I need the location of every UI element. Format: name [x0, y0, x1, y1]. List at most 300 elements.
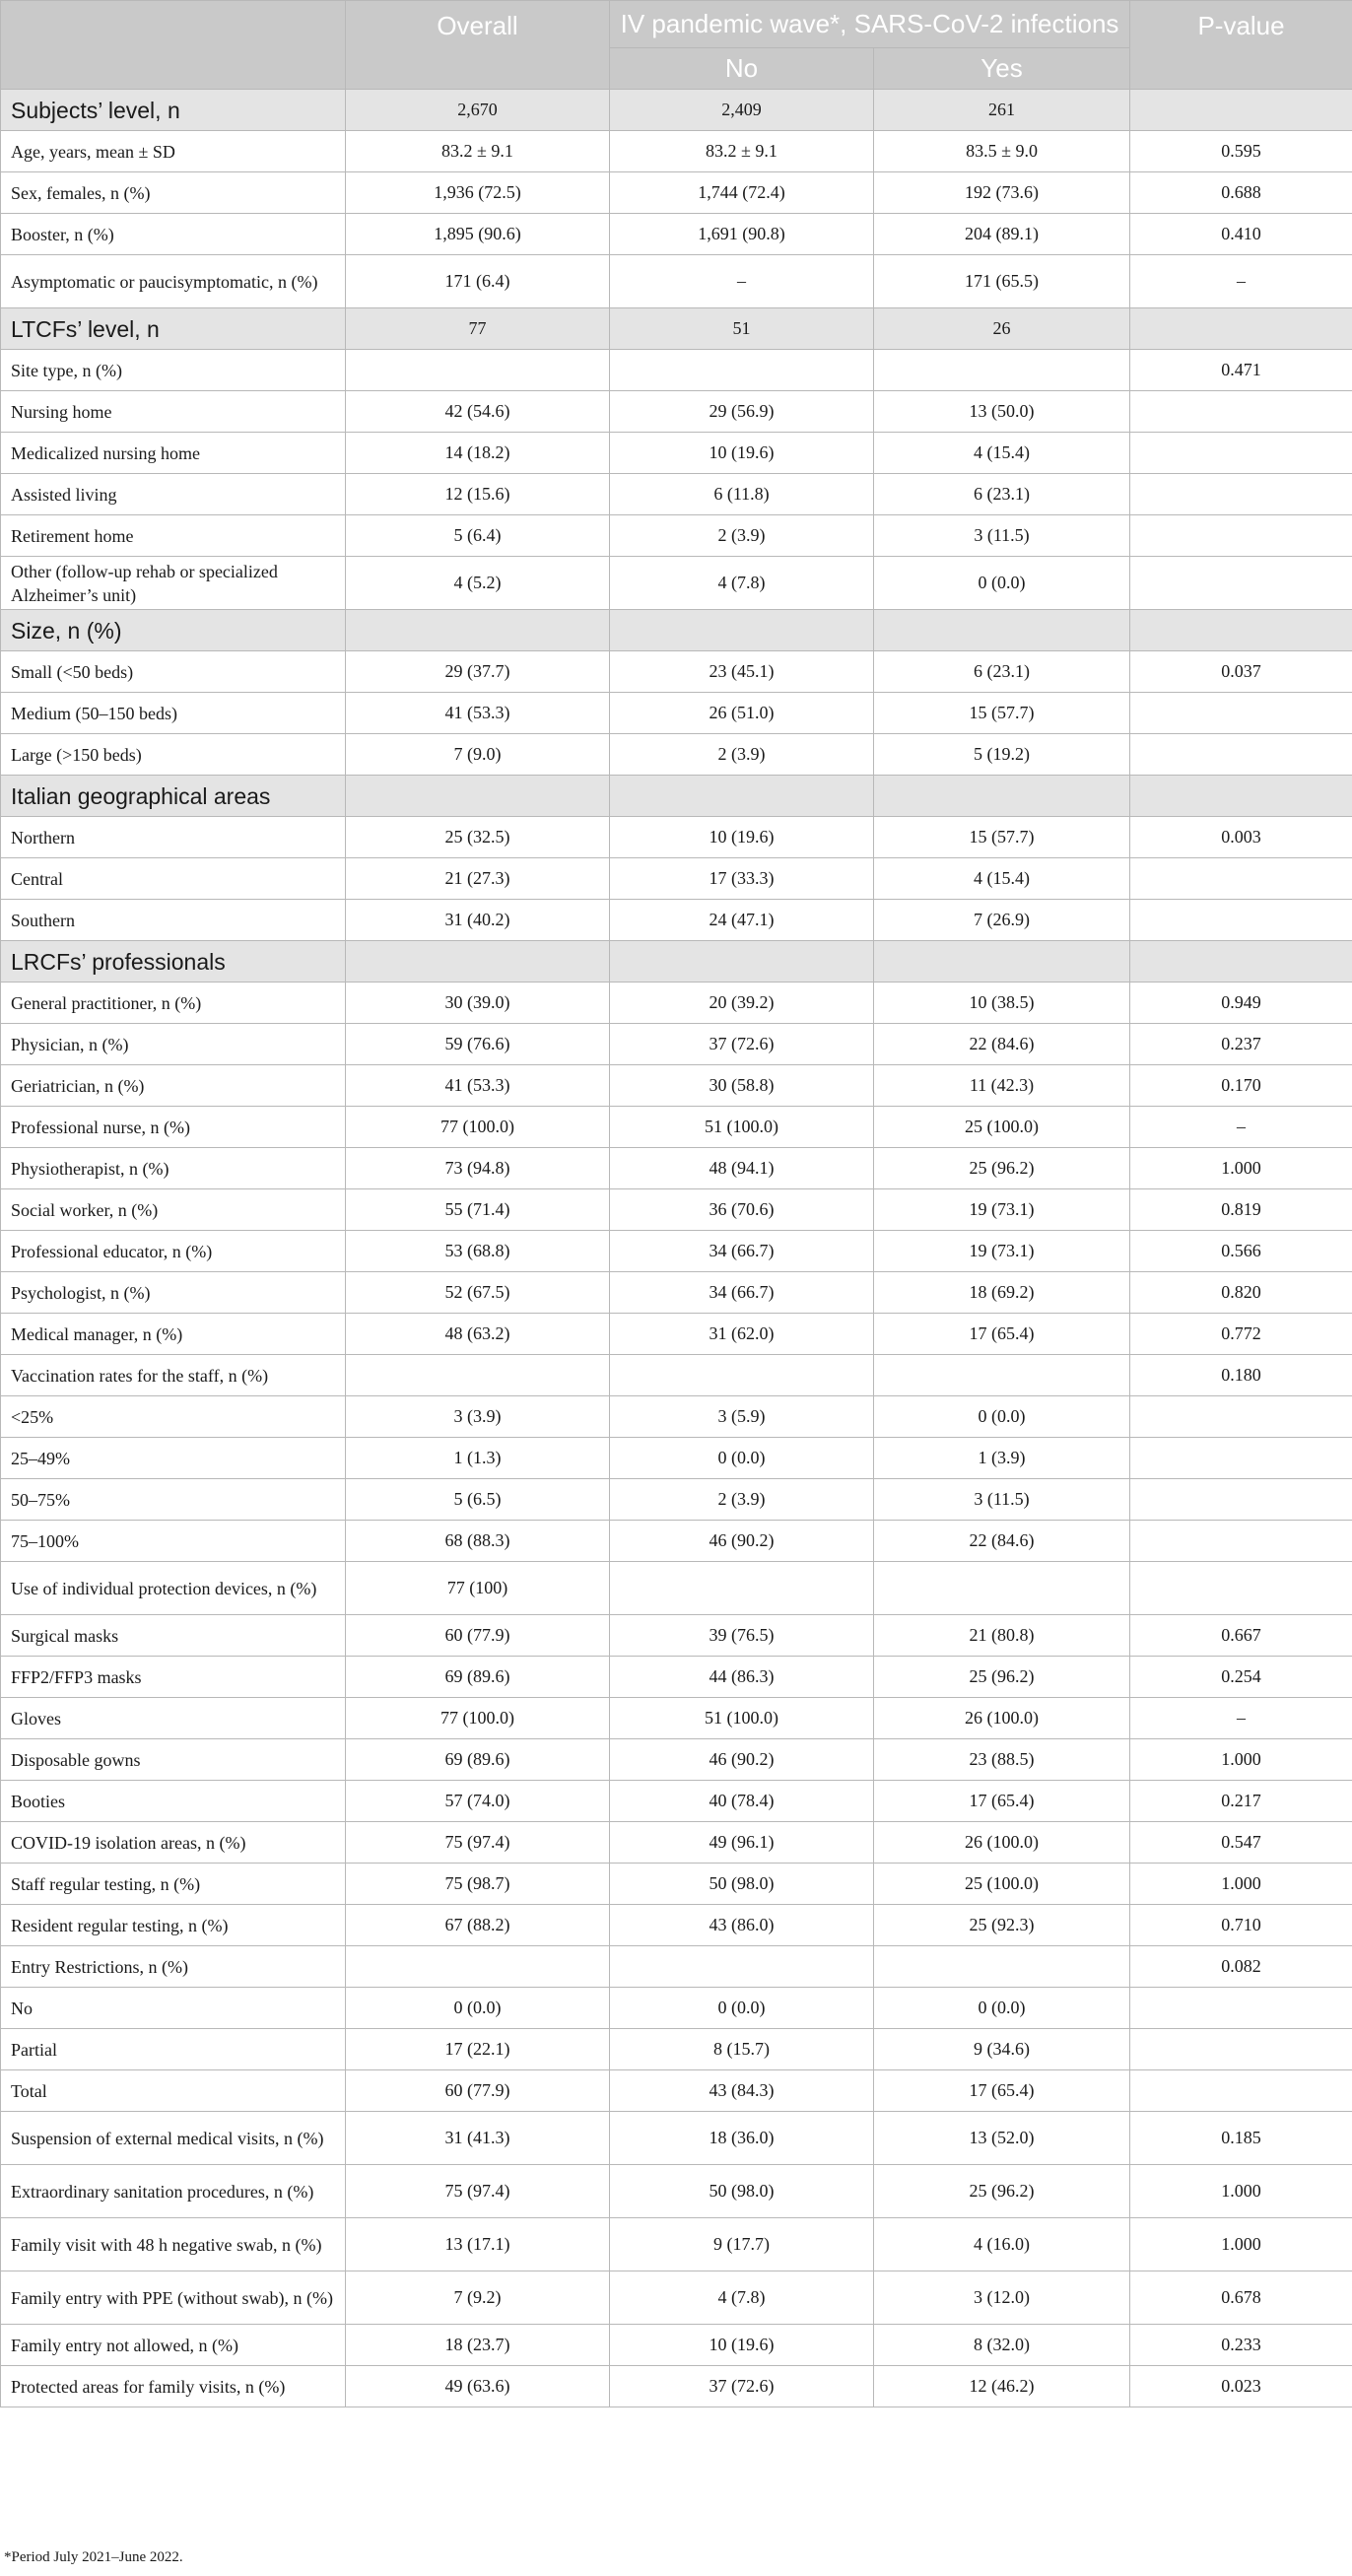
cell-overall: 17 (22.1)	[346, 2029, 610, 2070]
cell-yes: 13 (50.0)	[874, 391, 1130, 433]
cell-pvalue	[1130, 1438, 1352, 1479]
cell-pvalue	[1130, 941, 1352, 983]
cell-pvalue: 0.254	[1130, 1657, 1352, 1698]
table-row	[1, 1189, 1352, 1231]
cell-no	[610, 1562, 874, 1615]
cell-yes: 4 (15.4)	[874, 433, 1130, 474]
cell-yes	[874, 1355, 1130, 1396]
row-label: Protected areas for family visits, n (%)	[1, 2366, 346, 2407]
cell-yes: 0 (0.0)	[874, 1988, 1130, 2029]
row-label: Entry Restrictions, n (%)	[1, 1946, 346, 1988]
cell-no	[610, 941, 874, 983]
cell-yes: 4 (15.4)	[874, 858, 1130, 900]
row-label: Booster, n (%)	[1, 214, 346, 255]
cell-pvalue: 1.000	[1130, 1739, 1352, 1781]
row-label: LTCFs’ level, n	[1, 308, 346, 350]
cell-overall: 60 (77.9)	[346, 2070, 610, 2112]
cell-no: 0 (0.0)	[610, 1438, 874, 1479]
cell-pvalue: 0.547	[1130, 1822, 1352, 1864]
cell-overall: 29 (37.7)	[346, 651, 610, 693]
cell-yes: 19 (73.1)	[874, 1189, 1130, 1231]
row-label: Subjects’ level, n	[1, 90, 346, 131]
cell-no: 23 (45.1)	[610, 651, 874, 693]
table-row	[1, 214, 1352, 255]
cell-pvalue: 0.185	[1130, 2112, 1352, 2165]
cell-overall: 1,936 (72.5)	[346, 172, 610, 214]
cell-overall: 4 (5.2)	[346, 557, 610, 610]
cell-yes	[874, 350, 1130, 391]
table-row	[1, 2070, 1352, 2112]
cell-pvalue	[1130, 1521, 1352, 1562]
cell-no: 26 (51.0)	[610, 693, 874, 734]
cell-pvalue: –	[1130, 255, 1352, 308]
cell-yes: 25 (92.3)	[874, 1905, 1130, 1946]
cell-overall: 13 (17.1)	[346, 2218, 610, 2271]
cell-pvalue: 0.037	[1130, 651, 1352, 693]
cell-no: 31 (62.0)	[610, 1314, 874, 1355]
cell-yes: 26	[874, 308, 1130, 350]
cell-pvalue: 0.023	[1130, 2366, 1352, 2407]
row-label: Vaccination rates for the staff, n (%)	[1, 1355, 346, 1396]
cell-yes: 5 (19.2)	[874, 734, 1130, 776]
table-row	[1, 2112, 1352, 2165]
row-label: 25–49%	[1, 1438, 346, 1479]
table-row	[1, 651, 1352, 693]
cell-no: –	[610, 255, 874, 308]
cell-no: 10 (19.6)	[610, 2325, 874, 2366]
row-label: 50–75%	[1, 1479, 346, 1521]
cell-pvalue: 0.595	[1130, 131, 1352, 172]
cell-no: 2,409	[610, 90, 874, 131]
cell-no: 1,744 (72.4)	[610, 172, 874, 214]
cell-yes: 1 (3.9)	[874, 1438, 1130, 1479]
cell-yes: 0 (0.0)	[874, 1396, 1130, 1438]
cell-pvalue	[1130, 433, 1352, 474]
cell-yes: 22 (84.6)	[874, 1024, 1130, 1065]
table-row	[1, 1438, 1352, 1479]
cell-overall: 83.2 ± 9.1	[346, 131, 610, 172]
cell-yes: 22 (84.6)	[874, 1521, 1130, 1562]
table-row	[1, 1272, 1352, 1314]
cell-pvalue: 0.180	[1130, 1355, 1352, 1396]
cell-pvalue	[1130, 610, 1352, 651]
cell-overall: 53 (68.8)	[346, 1231, 610, 1272]
cell-pvalue	[1130, 2070, 1352, 2112]
cell-pvalue: 1.000	[1130, 2165, 1352, 2218]
cell-yes: 17 (65.4)	[874, 1314, 1130, 1355]
row-label: Social worker, n (%)	[1, 1189, 346, 1231]
cell-yes: 192 (73.6)	[874, 172, 1130, 214]
cell-overall: 25 (32.5)	[346, 817, 610, 858]
cell-overall: 1,895 (90.6)	[346, 214, 610, 255]
cell-pvalue	[1130, 693, 1352, 734]
cell-no: 51 (100.0)	[610, 1107, 874, 1148]
cell-no: 4 (7.8)	[610, 2271, 874, 2325]
cell-overall: 5 (6.4)	[346, 515, 610, 557]
table-row	[1, 2366, 1352, 2407]
row-label: Use of individual protection devices, n (%)	[1, 1562, 346, 1615]
cell-no: 2 (3.9)	[610, 515, 874, 557]
cell-no: 83.2 ± 9.1	[610, 131, 874, 172]
table-row	[1, 1698, 1352, 1739]
cell-overall: 30 (39.0)	[346, 983, 610, 1024]
cell-overall: 77 (100)	[346, 1562, 610, 1615]
cell-overall: 52 (67.5)	[346, 1272, 610, 1314]
row-label: Italian geographical areas	[1, 776, 346, 817]
cell-no	[610, 1355, 874, 1396]
table-row	[1, 172, 1352, 214]
cell-overall: 77	[346, 308, 610, 350]
row-label: Professional educator, n (%)	[1, 1231, 346, 1272]
cell-overall: 41 (53.3)	[346, 693, 610, 734]
cell-overall: 14 (18.2)	[346, 433, 610, 474]
cell-pvalue	[1130, 1562, 1352, 1615]
cell-overall: 60 (77.9)	[346, 1615, 610, 1657]
row-label: Site type, n (%)	[1, 350, 346, 391]
cell-yes: 8 (32.0)	[874, 2325, 1130, 2366]
row-label: 75–100%	[1, 1521, 346, 1562]
table-row	[1, 983, 1352, 1024]
cell-no: 51 (100.0)	[610, 1698, 874, 1739]
cell-overall: 3 (3.9)	[346, 1396, 610, 1438]
table-row	[1, 1739, 1352, 1781]
cell-overall: 68 (88.3)	[346, 1521, 610, 1562]
cell-no: 10 (19.6)	[610, 817, 874, 858]
cell-no: 37 (72.6)	[610, 1024, 874, 1065]
cell-pvalue: 0.233	[1130, 2325, 1352, 2366]
cell-overall: 42 (54.6)	[346, 391, 610, 433]
table-row	[1, 255, 1352, 308]
section-row	[1, 308, 1352, 350]
table-row	[1, 350, 1352, 391]
cell-no	[610, 1946, 874, 1988]
cell-overall: 75 (97.4)	[346, 2165, 610, 2218]
row-label: Suspension of external medical visits, n (%)	[1, 2112, 346, 2165]
row-label: Disposable gowns	[1, 1739, 346, 1781]
cell-overall	[346, 350, 610, 391]
header-blank-cell	[1, 1, 346, 90]
cell-pvalue: 0.688	[1130, 172, 1352, 214]
row-label: Physician, n (%)	[1, 1024, 346, 1065]
row-label: Family entry with PPE (without swab), n (%)	[1, 2271, 346, 2325]
header-wave: IV pandemic wave*, SARS-CoV-2 infections	[610, 1, 1130, 48]
row-label: Medical manager, n (%)	[1, 1314, 346, 1355]
table-row	[1, 1396, 1352, 1438]
table-row	[1, 1657, 1352, 1698]
cell-no: 50 (98.0)	[610, 2165, 874, 2218]
cell-pvalue	[1130, 858, 1352, 900]
cell-no: 48 (94.1)	[610, 1148, 874, 1189]
cell-no: 50 (98.0)	[610, 1864, 874, 1905]
cell-yes: 19 (73.1)	[874, 1231, 1130, 1272]
cell-pvalue: 0.819	[1130, 1189, 1352, 1231]
cell-yes: 6 (23.1)	[874, 651, 1130, 693]
cell-yes: 25 (96.2)	[874, 1657, 1130, 1698]
table-row	[1, 1355, 1352, 1396]
cell-no: 6 (11.8)	[610, 474, 874, 515]
cell-pvalue: –	[1130, 1698, 1352, 1739]
cell-overall: 69 (89.6)	[346, 1657, 610, 1698]
cell-overall: 5 (6.5)	[346, 1479, 610, 1521]
header-overall: Overall	[346, 1, 610, 90]
cell-yes: 9 (34.6)	[874, 2029, 1130, 2070]
row-label: Staff regular testing, n (%)	[1, 1864, 346, 1905]
row-label: Retirement home	[1, 515, 346, 557]
table-row	[1, 1024, 1352, 1065]
cell-no: 3 (5.9)	[610, 1396, 874, 1438]
cell-no: 34 (66.7)	[610, 1231, 874, 1272]
header-pvalue: P-value	[1130, 1, 1352, 90]
cell-overall	[346, 1355, 610, 1396]
cell-pvalue: 0.237	[1130, 1024, 1352, 1065]
cell-yes: 7 (26.9)	[874, 900, 1130, 941]
cell-yes	[874, 941, 1130, 983]
section-row	[1, 90, 1352, 131]
cell-no: 39 (76.5)	[610, 1615, 874, 1657]
cell-no: 49 (96.1)	[610, 1822, 874, 1864]
cell-yes: 171 (65.5)	[874, 255, 1130, 308]
cell-yes: 11 (42.3)	[874, 1065, 1130, 1107]
cell-pvalue: 0.566	[1130, 1231, 1352, 1272]
cell-yes: 6 (23.1)	[874, 474, 1130, 515]
row-label: Resident regular testing, n (%)	[1, 1905, 346, 1946]
table-row	[1, 2029, 1352, 2070]
cell-no: 18 (36.0)	[610, 2112, 874, 2165]
cell-pvalue: 0.949	[1130, 983, 1352, 1024]
cell-pvalue	[1130, 90, 1352, 131]
cell-yes: 25 (96.2)	[874, 1148, 1130, 1189]
row-label: Nursing home	[1, 391, 346, 433]
cell-pvalue: 0.710	[1130, 1905, 1352, 1946]
row-label: Medium (50–150 beds)	[1, 693, 346, 734]
cell-no: 24 (47.1)	[610, 900, 874, 941]
row-label: Gloves	[1, 1698, 346, 1739]
cell-no: 44 (86.3)	[610, 1657, 874, 1698]
cell-yes	[874, 610, 1130, 651]
table-row	[1, 1615, 1352, 1657]
cell-no: 0 (0.0)	[610, 1988, 874, 2029]
row-label: COVID-19 isolation areas, n (%)	[1, 1822, 346, 1864]
row-label: Southern	[1, 900, 346, 941]
table-row	[1, 2218, 1352, 2271]
cell-yes: 261	[874, 90, 1130, 131]
cell-no: 17 (33.3)	[610, 858, 874, 900]
cell-pvalue	[1130, 515, 1352, 557]
table-row	[1, 474, 1352, 515]
table-row	[1, 1946, 1352, 1988]
cell-pvalue: 0.082	[1130, 1946, 1352, 1988]
cell-overall	[346, 610, 610, 651]
cell-yes	[874, 776, 1130, 817]
table-row	[1, 817, 1352, 858]
cell-overall: 7 (9.2)	[346, 2271, 610, 2325]
cell-pvalue: 0.003	[1130, 817, 1352, 858]
cell-no: 2 (3.9)	[610, 734, 874, 776]
table-row	[1, 1314, 1352, 1355]
row-label: Surgical masks	[1, 1615, 346, 1657]
cell-no	[610, 610, 874, 651]
cell-yes	[874, 1946, 1130, 1988]
cell-no: 2 (3.9)	[610, 1479, 874, 1521]
cell-pvalue	[1130, 308, 1352, 350]
cell-yes: 26 (100.0)	[874, 1698, 1130, 1739]
cell-no: 37 (72.6)	[610, 2366, 874, 2407]
cell-no	[610, 350, 874, 391]
cell-no: 46 (90.2)	[610, 1521, 874, 1562]
table-row	[1, 131, 1352, 172]
header-yes: Yes	[874, 48, 1130, 90]
cell-yes: 21 (80.8)	[874, 1615, 1130, 1657]
cell-yes: 17 (65.4)	[874, 2070, 1130, 2112]
table-row	[1, 1107, 1352, 1148]
row-label: Family entry not allowed, n (%)	[1, 2325, 346, 2366]
row-label: Sex, females, n (%)	[1, 172, 346, 214]
cell-yes: 0 (0.0)	[874, 557, 1130, 610]
table-row	[1, 2325, 1352, 2366]
cell-no	[610, 776, 874, 817]
cell-yes: 204 (89.1)	[874, 214, 1130, 255]
table-row	[1, 693, 1352, 734]
cell-no: 34 (66.7)	[610, 1272, 874, 1314]
table-row	[1, 900, 1352, 941]
cell-no: 30 (58.8)	[610, 1065, 874, 1107]
cell-yes: 3 (11.5)	[874, 1479, 1130, 1521]
table-row	[1, 734, 1352, 776]
cell-yes: 17 (65.4)	[874, 1781, 1130, 1822]
cell-overall: 77 (100.0)	[346, 1107, 610, 1148]
cell-no: 10 (19.6)	[610, 433, 874, 474]
cell-yes: 4 (16.0)	[874, 2218, 1130, 2271]
row-label: Northern	[1, 817, 346, 858]
table-row	[1, 858, 1352, 900]
row-label: Professional nurse, n (%)	[1, 1107, 346, 1148]
cell-no: 4 (7.8)	[610, 557, 874, 610]
row-label: Central	[1, 858, 346, 900]
cell-overall: 31 (41.3)	[346, 2112, 610, 2165]
table-body	[1, 90, 1352, 2407]
row-label: Other (follow-up rehab or specialized Alzheimer’s unit)	[1, 557, 346, 610]
table-row	[1, 433, 1352, 474]
cell-pvalue	[1130, 1396, 1352, 1438]
cell-overall: 171 (6.4)	[346, 255, 610, 308]
cell-no: 1,691 (90.8)	[610, 214, 874, 255]
row-label: Size, n (%)	[1, 610, 346, 651]
cell-pvalue	[1130, 776, 1352, 817]
cell-overall: 75 (98.7)	[346, 1864, 610, 1905]
cell-pvalue	[1130, 734, 1352, 776]
cell-yes: 13 (52.0)	[874, 2112, 1130, 2165]
row-label: Large (>150 beds)	[1, 734, 346, 776]
row-label: Small (<50 beds)	[1, 651, 346, 693]
cell-pvalue: 0.667	[1130, 1615, 1352, 1657]
cell-yes: 15 (57.7)	[874, 817, 1130, 858]
cell-yes: 15 (57.7)	[874, 693, 1130, 734]
table-row	[1, 1562, 1352, 1615]
row-label: Psychologist, n (%)	[1, 1272, 346, 1314]
cell-overall: 31 (40.2)	[346, 900, 610, 941]
cell-no: 29 (56.9)	[610, 391, 874, 433]
cell-yes: 25 (96.2)	[874, 2165, 1130, 2218]
cell-pvalue: 1.000	[1130, 2218, 1352, 2271]
table-row	[1, 1231, 1352, 1272]
cell-overall: 12 (15.6)	[346, 474, 610, 515]
cell-pvalue	[1130, 900, 1352, 941]
table-row	[1, 1065, 1352, 1107]
row-label: Partial	[1, 2029, 346, 2070]
cell-yes: 25 (100.0)	[874, 1107, 1130, 1148]
cell-overall	[346, 941, 610, 983]
cell-overall: 49 (63.6)	[346, 2366, 610, 2407]
cell-overall: 69 (89.6)	[346, 1739, 610, 1781]
row-label: <25%	[1, 1396, 346, 1438]
row-label: Medicalized nursing home	[1, 433, 346, 474]
cell-yes: 83.5 ± 9.0	[874, 131, 1130, 172]
cell-pvalue	[1130, 391, 1352, 433]
cell-no: 8 (15.7)	[610, 2029, 874, 2070]
cell-yes: 3 (12.0)	[874, 2271, 1130, 2325]
cell-no: 9 (17.7)	[610, 2218, 874, 2271]
table-row	[1, 1822, 1352, 1864]
table-row	[1, 391, 1352, 433]
cell-overall	[346, 1946, 610, 1988]
cell-overall: 0 (0.0)	[346, 1988, 610, 2029]
table-row	[1, 2165, 1352, 2218]
cell-pvalue: 0.410	[1130, 214, 1352, 255]
cell-pvalue: 0.217	[1130, 1781, 1352, 1822]
cell-overall: 67 (88.2)	[346, 1905, 610, 1946]
table-row	[1, 1148, 1352, 1189]
cell-pvalue	[1130, 474, 1352, 515]
cell-no: 51	[610, 308, 874, 350]
cell-yes: 10 (38.5)	[874, 983, 1130, 1024]
row-label: LRCFs’ professionals	[1, 941, 346, 983]
row-label: Geriatrician, n (%)	[1, 1065, 346, 1107]
cell-overall: 18 (23.7)	[346, 2325, 610, 2366]
cell-overall: 21 (27.3)	[346, 858, 610, 900]
header-no: No	[610, 48, 874, 90]
table-row	[1, 1781, 1352, 1822]
row-label: Assisted living	[1, 474, 346, 515]
cell-overall: 75 (97.4)	[346, 1822, 610, 1864]
cell-pvalue: 0.772	[1130, 1314, 1352, 1355]
row-label: FFP2/FFP3 masks	[1, 1657, 346, 1698]
cell-overall: 41 (53.3)	[346, 1065, 610, 1107]
row-label: Total	[1, 2070, 346, 2112]
cell-yes: 12 (46.2)	[874, 2366, 1130, 2407]
table-row	[1, 1479, 1352, 1521]
row-label: No	[1, 1988, 346, 2029]
cell-overall	[346, 776, 610, 817]
cell-no: 43 (84.3)	[610, 2070, 874, 2112]
table-row	[1, 2271, 1352, 2325]
cell-overall: 2,670	[346, 90, 610, 131]
cell-overall: 57 (74.0)	[346, 1781, 610, 1822]
row-label: Family visit with 48 h negative swab, n (%)	[1, 2218, 346, 2271]
cell-overall: 59 (76.6)	[346, 1024, 610, 1065]
cell-overall: 73 (94.8)	[346, 1148, 610, 1189]
section-row	[1, 941, 1352, 983]
row-label: Booties	[1, 1781, 346, 1822]
table-row	[1, 557, 1352, 610]
cell-yes: 25 (100.0)	[874, 1864, 1130, 1905]
table-row	[1, 1988, 1352, 2029]
cell-overall: 77 (100.0)	[346, 1698, 610, 1739]
cell-pvalue: 1.000	[1130, 1148, 1352, 1189]
cell-yes: 18 (69.2)	[874, 1272, 1130, 1314]
cell-overall: 7 (9.0)	[346, 734, 610, 776]
table-row	[1, 515, 1352, 557]
cell-overall: 48 (63.2)	[346, 1314, 610, 1355]
